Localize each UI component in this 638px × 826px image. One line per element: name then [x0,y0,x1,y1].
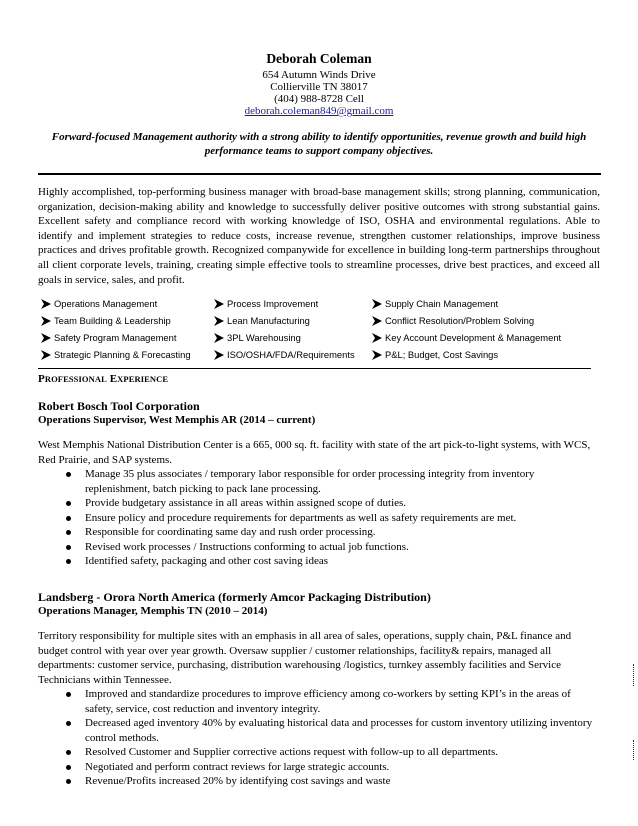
section-divider [38,368,591,369]
job-description: West Memphis National Distribution Center is a 665, 000 sq. ft. facility with state of the art pick-to-light systems, with WCS, Red Prairie, and SAP systems. [38,439,591,466]
arrow-bullet-icon [213,316,224,326]
responsibility-item: Decreased aged inventory 40% by evaluating historical data and processes for custom inventory utilizing inventory control methods. [38,716,600,745]
skill-item: Safety Program Management [40,332,213,343]
skills-row [40,346,600,363]
skills-row [40,312,600,329]
section-heading-experience: PROFESSIONAL EXPERIENCE [38,373,169,385]
responsibility-item: Revenue/Profits increased 20% by identifying cost savings and waste [38,774,600,789]
header-divider [38,173,601,175]
city-state-zip: Collierville TN 38017 [270,81,368,93]
arrow-bullet-icon [371,350,382,360]
responsibility-item: Improved and standardize procedures to improve efficiency among co-workers by setting KPI’s in the areas of safety, service, cost reduction and inventory integrity. [38,687,600,716]
skill-item: Supply Chain Management [371,298,600,309]
job-title: Operations Supervisor, West Memphis AR (2014 – current) [38,414,316,426]
candidate-name: Deborah Coleman [266,51,372,66]
responsibility-list [38,467,600,569]
arrow-bullet-icon [40,350,51,360]
responsibility-item: Provide budgetary assistance in all areas within assigned scope of duties. [38,496,600,511]
company-name: Landsberg - Orora North America (formerly Amcor Packaging Distribution) [38,590,431,604]
skill-item: Lean Manufacturing [213,315,371,326]
responsibility-item: Revised work processes / Instructions conforming to actual job functions. [38,540,600,555]
resume-header [0,50,638,117]
arrow-bullet-icon [40,333,51,343]
arrow-bullet-icon [40,316,51,326]
responsibility-item: Negotiated and perform contract reviews for large strategic accounts. [38,760,600,775]
arrow-bullet-icon [371,299,382,309]
responsibility-list [38,687,600,789]
skill-item: Key Account Development & Management [371,332,600,343]
page-edge-marker [633,740,634,760]
job-entry [38,399,600,569]
page-edge-marker [633,664,634,686]
skill-item: P&L; Budget, Cost Savings [371,349,600,360]
objective-statement: Forward-focused Management authority with a strong ability to identify opportunities, revenue growth and build high performance teams to support company objectives. [51,131,587,157]
skill-item: Operations Management [40,298,213,309]
arrow-bullet-icon [213,333,224,343]
skill-item: Process Improvement [213,298,371,309]
skill-item: ISO/OSHA/FDA/Requirements [213,349,371,360]
responsibility-item: Manage 35 plus associates / temporary labor responsible for order processing integrity from inventory replenishment, batch picking to pack lane processing. [38,467,600,496]
arrow-bullet-icon [371,316,382,326]
responsibility-item: Responsible for coordinating same day and rush order processing. [38,525,600,540]
skills-grid [40,295,600,363]
job-title: Operations Manager, Memphis TN (2010 – 2014) [38,605,268,617]
skill-item: 3PL Warehousing [213,332,371,343]
arrow-bullet-icon [213,350,224,360]
street-address: 654 Autumn Winds Drive [262,69,376,81]
skills-row [40,295,600,312]
responsibility-item: Identified safety, packaging and other cost saving ideas [38,554,600,569]
skill-item: Team Building & Leadership [40,315,213,326]
job-description: Territory responsibility for multiple sites with an emphasis in all area of sales, operations, supply chain, P&L finance and budget control with year over year growth. Oversaw supplier / customer relationships, facility& repairs, managed all departments: customer service, purchasing, distribution warehousing /logistics, turnkey assembly facilities and Service Technicians within Tennessee. [38,630,572,686]
responsibility-item: Resolved Customer and Supplier corrective actions request with follow-up to all departments. [38,745,600,760]
arrow-bullet-icon [40,299,51,309]
professional-summary: Highly accomplished, top-performing business manager with broad-base management skills; strong planning, communication, organization, decision-making ability and knowledge to successfully deliver positive outcomes with strong substantial gains. Excellent safety and compliance record with working knowledge of ISO, OSHA and environmental regulations. Able to identify and implement strategies to reduce costs, increase revenue, strengthen customer relationships, improve business practices and drives profitable growth. Recognized companywide for excellence in building long-term partnerships throughout all client corporate levels, training, creating simple effective tools to streamline processes, drive best practices, and exceed all goals in service, sales, and profit. [38,186,600,286]
arrow-bullet-icon [371,333,382,343]
skill-item: Strategic Planning & Forecasting [40,349,213,360]
email-link[interactable]: deborah.coleman849@gmail.com [244,105,394,117]
phone-number: (404) 988-8728 Cell [274,93,364,105]
company-name: Robert Bosch Tool Corporation [38,399,200,413]
skills-row [40,329,600,346]
arrow-bullet-icon [213,299,224,309]
skill-item: Conflict Resolution/Problem Solving [371,315,600,326]
job-entry [38,590,600,789]
responsibility-item: Ensure policy and procedure requirements for departments as well as safety requirements are met. [38,511,600,526]
